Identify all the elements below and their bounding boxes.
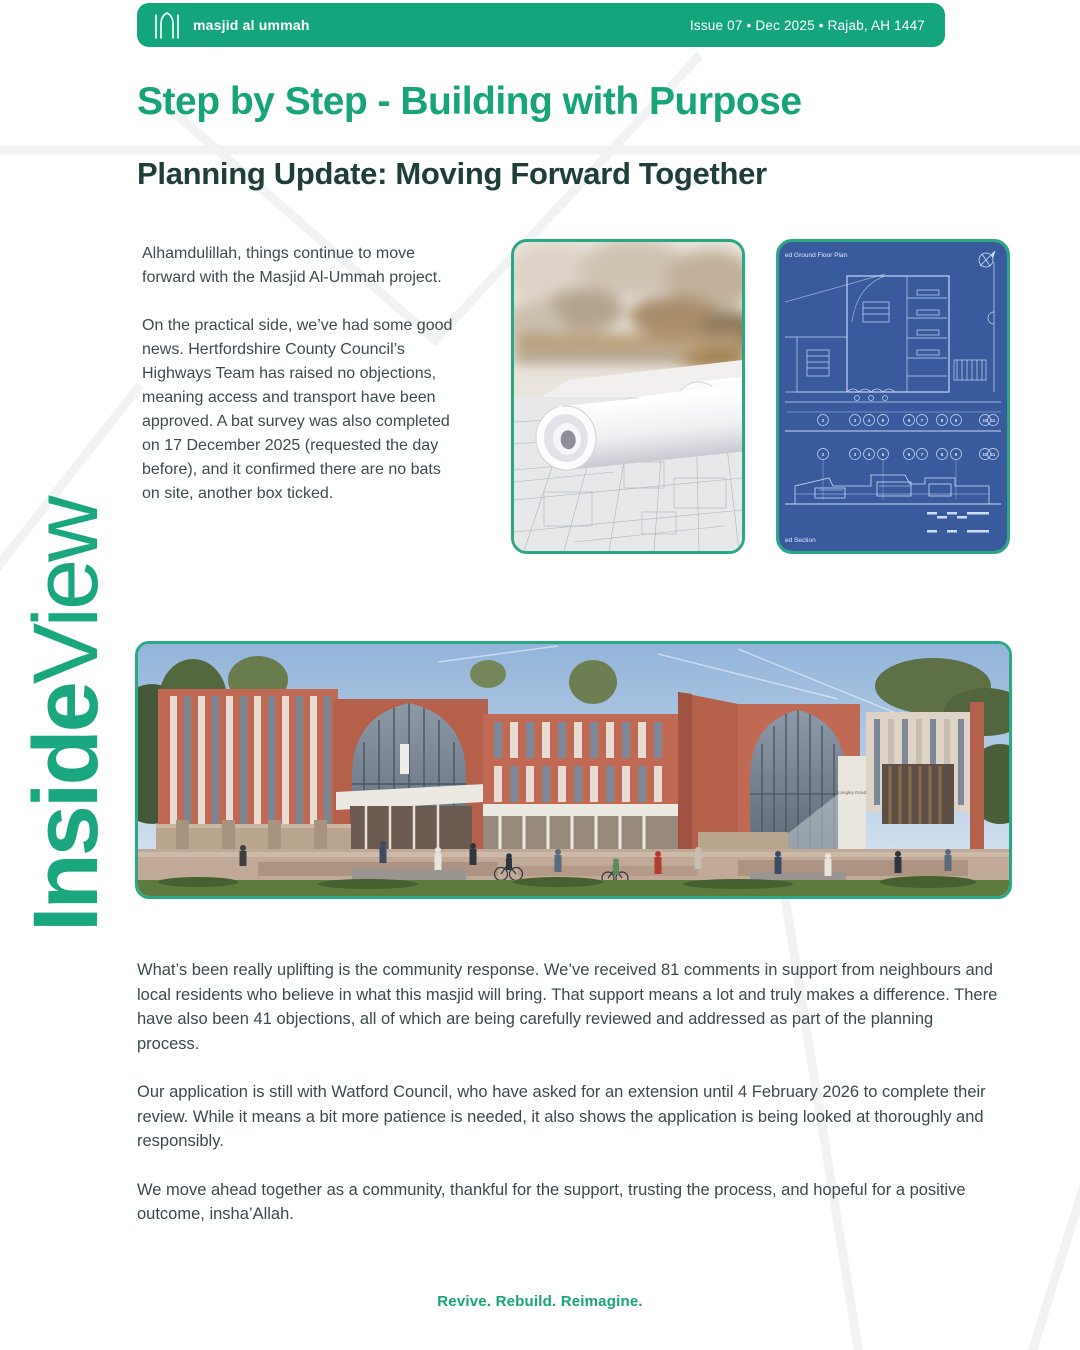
svg-text:7: 7	[920, 418, 924, 423]
masthead-bold: Inside	[15, 684, 117, 932]
svg-text:3: 3	[853, 452, 857, 457]
paragraph: What’s been really uplifting is the community response. We’ve received 81 comments in support from neighbours and local residents who believe in what this masjid will bring. That support means a lot and truly makes a difference. There have also been 41 objections, all of which are being carefully reviewed and addressed as part of the planning process.	[137, 961, 998, 1053]
svg-text:7: 7	[920, 452, 924, 457]
brand	[151, 9, 310, 41]
svg-text:9: 9	[954, 452, 958, 457]
svg-text:4: 4	[867, 418, 871, 423]
paragraph: We move ahead together as a community, thankful for the support, trusting the process, and hopeful for a positive outcome, insha’Allah.	[137, 1180, 966, 1223]
plans-photo	[511, 239, 745, 554]
svg-text:10: 10	[982, 418, 988, 423]
render-sign-label: Langley Road	[837, 790, 867, 795]
masjid-render-image	[135, 641, 1012, 899]
masthead-vertical	[15, 498, 117, 932]
svg-text:8: 8	[940, 418, 944, 423]
intro-text-column	[142, 242, 454, 506]
svg-text:2: 2	[821, 418, 825, 423]
masjid-render-illustration	[138, 644, 1009, 896]
blueprint-image	[776, 239, 1010, 554]
blueprint-top-label: ed Ground Floor Plan	[785, 252, 848, 259]
svg-text:2: 2	[821, 452, 825, 457]
svg-text:5: 5	[881, 452, 885, 457]
svg-text:8: 8	[940, 452, 944, 457]
svg-text:6: 6	[907, 418, 911, 423]
header-bar	[137, 3, 945, 47]
paragraph: Alhamdulillah, things continue to move forward with the Masjid Al-Ummah project.	[142, 245, 442, 286]
svg-text:3: 3	[853, 418, 857, 423]
svg-text:4: 4	[867, 452, 871, 457]
svg-text:10: 10	[982, 452, 988, 457]
plans-photo-illustration	[514, 242, 742, 551]
masthead-light: View	[15, 498, 117, 685]
footer-tagline: Revive. Rebuild. Reimagine.	[437, 1293, 643, 1310]
svg-text:11: 11	[990, 452, 996, 457]
body-text-column	[137, 958, 999, 1227]
blueprint-illustration	[779, 242, 1007, 551]
svg-text:6: 6	[907, 452, 911, 457]
paragraph: Our application is still with Watford Council, who have asked for an extension until 4 February 2026 to complete their review. While it means a bit more patience is needed, it also shows the application is being looked at thoroughly and responsibly.	[137, 1083, 986, 1150]
svg-text:5: 5	[881, 418, 885, 423]
arch-logo-icon	[151, 9, 183, 41]
section-title: Planning Update: Moving Forward Together	[137, 156, 767, 191]
svg-text:9: 9	[954, 418, 958, 423]
page-title: Step by Step - Building with Purpose	[137, 80, 802, 123]
brand-name: masjid al ummah	[193, 17, 310, 33]
issue-info: Issue 07 • Dec 2025 • Rajab, AH 1447	[689, 17, 925, 33]
blueprint-bottom-label: ed Section	[785, 537, 816, 544]
paragraph: On the practical side, we’ve had some good news. Hertfordshire County Council’s Highways Team has raised no objections, meaning access and transport have been approved. A bat survey was also completed on 17 December 2025 (requested the day before), and it confirmed there are no bats on site, another box ticked.	[142, 317, 453, 502]
svg-text:11: 11	[990, 418, 996, 423]
